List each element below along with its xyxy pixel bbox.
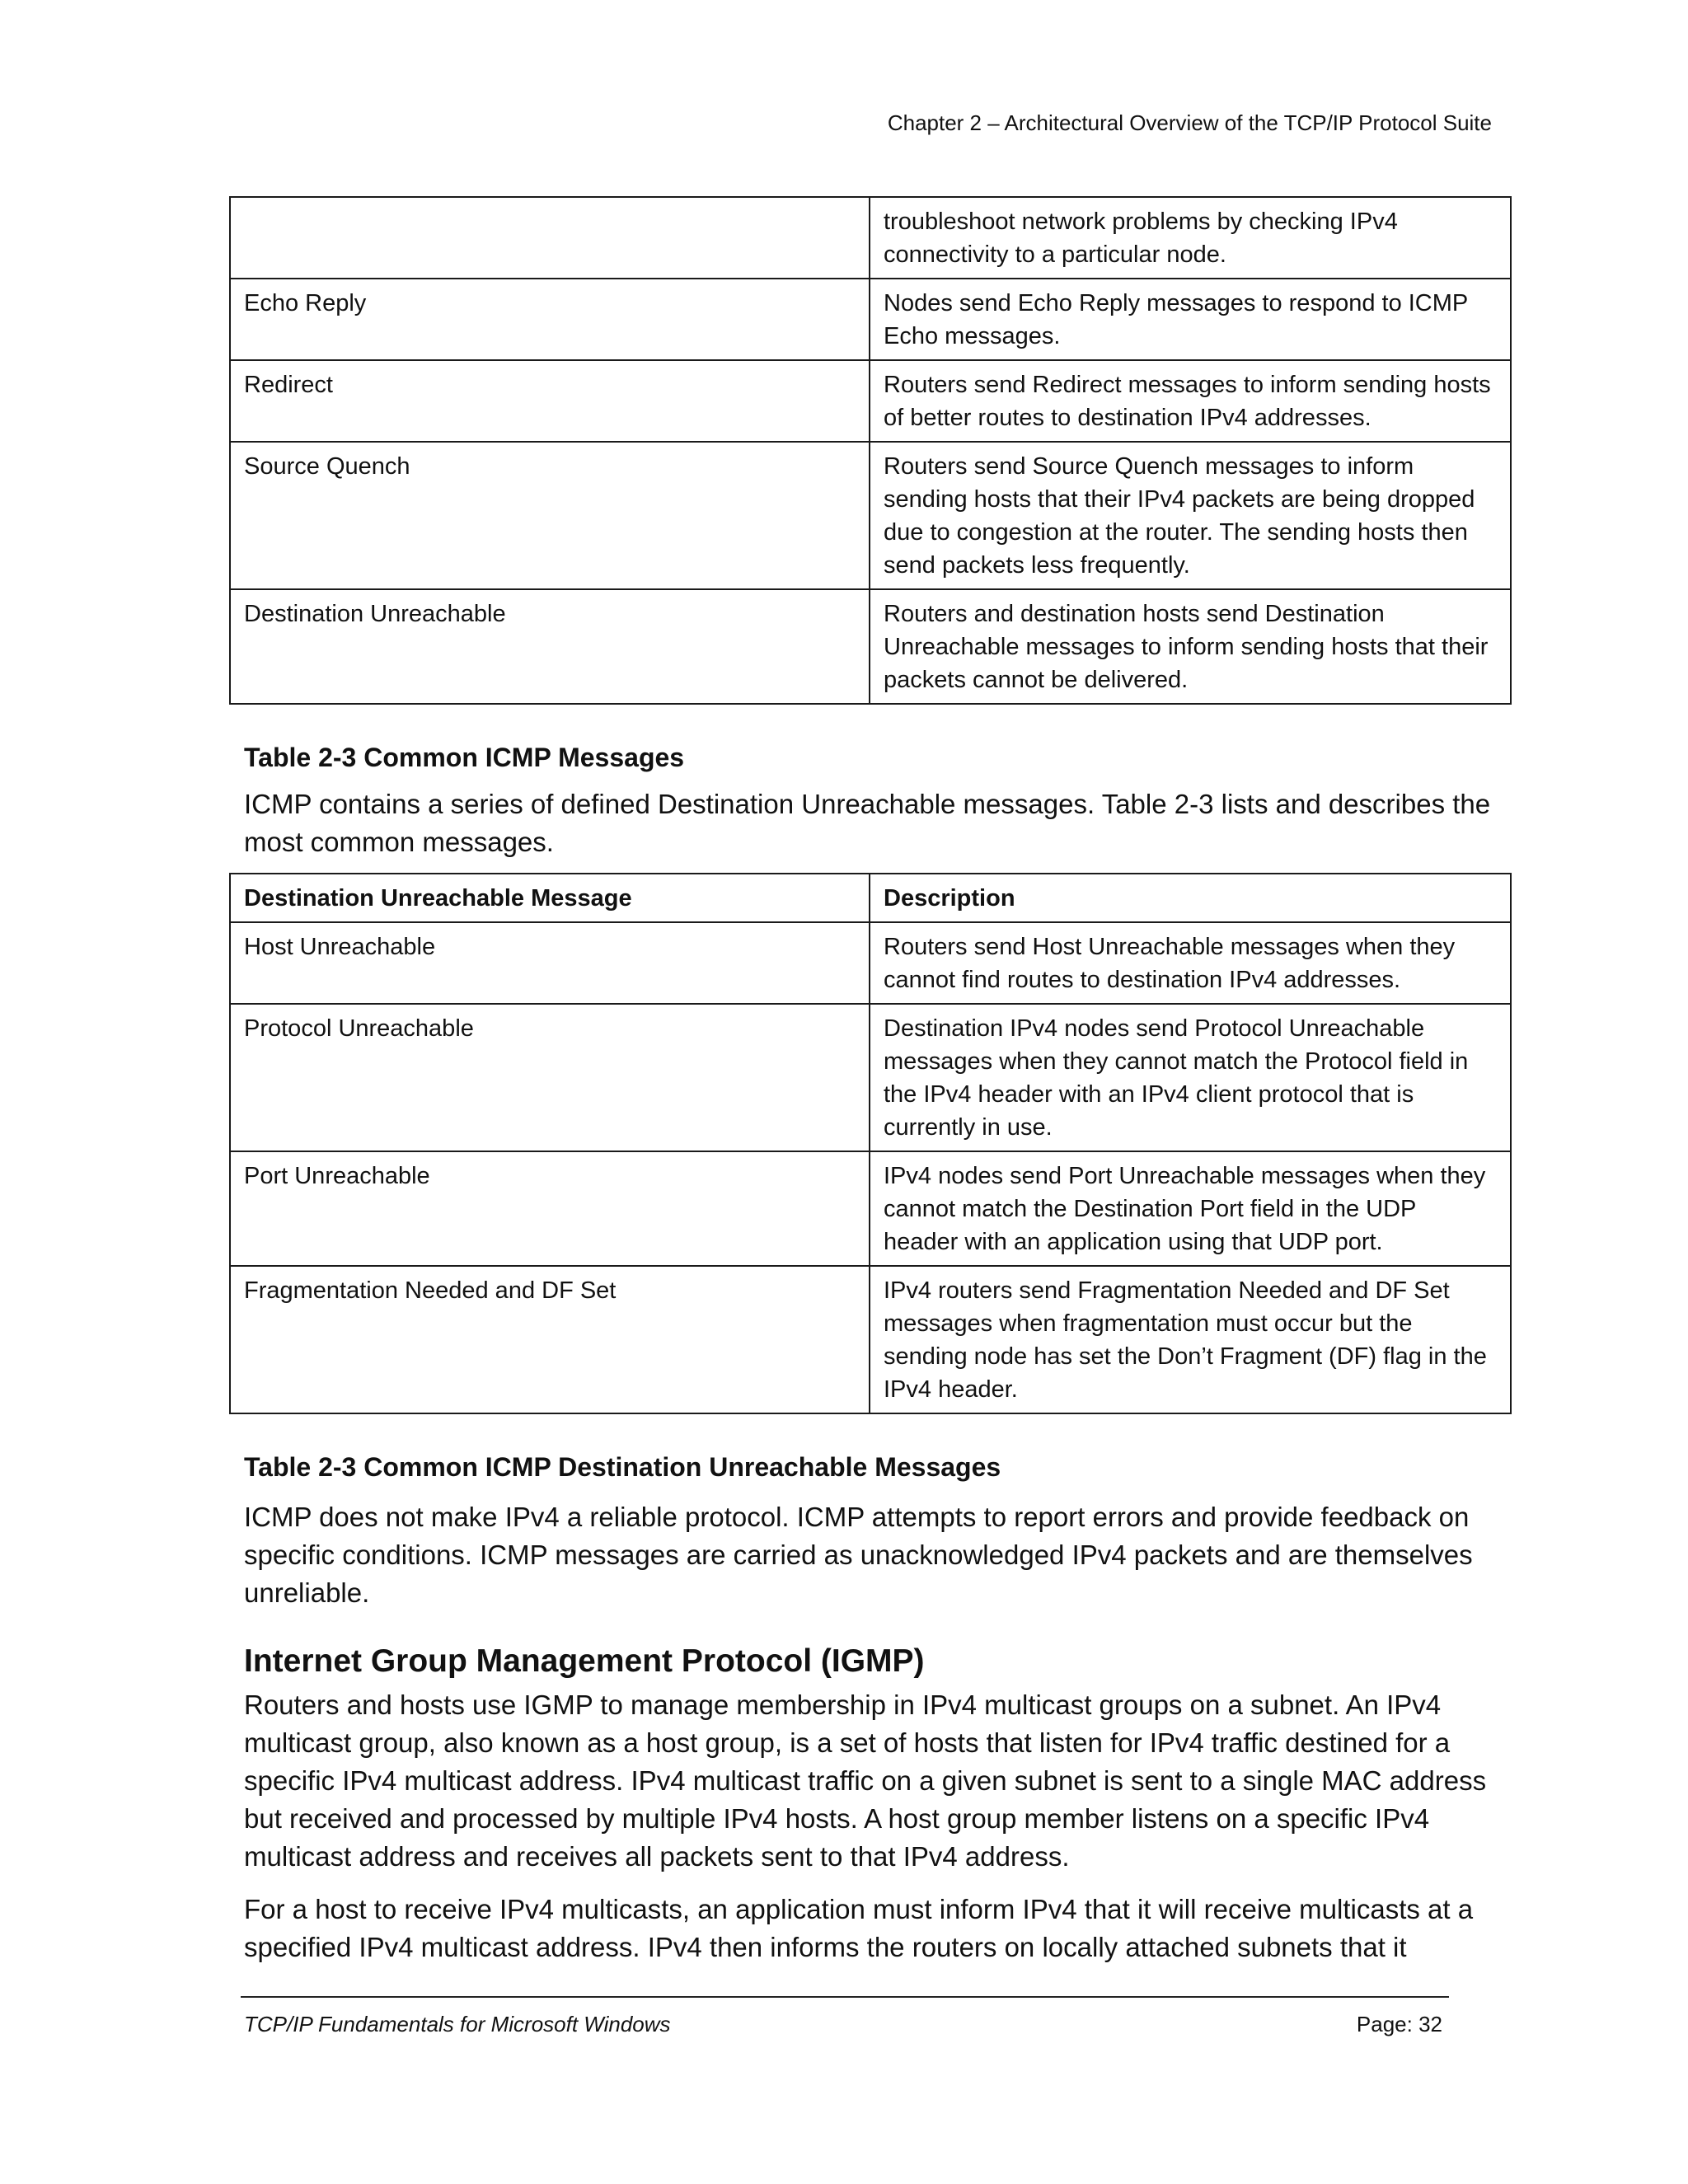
message-description-cell: Nodes send Echo Reply messages to respond to ICMP Echo messages. <box>870 279 1511 360</box>
table-row <box>230 360 1511 442</box>
table-row <box>230 1151 1511 1266</box>
message-description-cell: troubleshoot network problems by checking IPv4 connectivity to a particular node. <box>870 197 1511 279</box>
table-row <box>230 1266 1511 1413</box>
message-description-cell: Routers send Redirect messages to inform sending hosts of better routes to destination IPv4 addresses. <box>870 360 1511 442</box>
reliability-paragraph: ICMP does not make IPv4 a reliable protocol. ICMP attempts to report errors and provide feedback on specific conditions. ICMP messages are carried as unacknowledged IPv4 packets and are themselves unreliable. <box>244 1502 1473 1608</box>
message-description-cell: Destination IPv4 nodes send Protocol Unreachable messages when they cannot match the Protocol field in the IPv4 header with an IPv4 client protocol that is currently in use. <box>870 1004 1511 1151</box>
table-row <box>230 1004 1511 1151</box>
message-name-cell: Host Unreachable <box>230 922 870 1004</box>
table-row <box>230 197 1511 279</box>
message-name-cell: Port Unreachable <box>230 1151 870 1266</box>
message-description-cell: Routers send Host Unreachable messages when they cannot find routes to destination IPv4 addresses. <box>870 922 1511 1004</box>
message-description-cell: IPv4 nodes send Port Unreachable messages when they cannot match the Destination Port field in the UDP header with an application using that UDP port. <box>870 1151 1511 1266</box>
igmp-paragraph: For a host to receive IPv4 multicasts, an application must inform IPv4 that it will receive multicasts at a specified IPv4 multicast address. IPv4 then informs the routers on locally attached subnets that it <box>244 1894 1474 1962</box>
message-name-cell: Source Quench <box>230 442 870 589</box>
intro-paragraph: ICMP contains a series of defined Destination Unreachable messages. Table 2-3 lists and describes the most common messages. <box>244 789 1491 857</box>
footer-page-number: Page: 32 <box>1356 2012 1442 2036</box>
table-row <box>230 279 1511 360</box>
column-header-description: Description <box>870 874 1511 922</box>
page-content <box>229 196 1510 1966</box>
igmp-paragraph: Routers and hosts use IGMP to manage membership in IPv4 multicast groups on a subnet. An IPv4 multicast group, also known as a host group, is a set of hosts that listen for IPv4 traffic destined for a specific IPv4 multicast address. IPv4 multicast traffic on a given subnet is sent to a single MAC address but received and processed by multiple IPv4 hosts. A host group member listens on a specific IPv4 multicast address and receives all packets sent to that IPv4 address. <box>244 1690 1487 1872</box>
message-name-cell: Protocol Unreachable <box>230 1004 870 1151</box>
table-caption: Table 2-3 Common ICMP Messages <box>244 743 685 772</box>
message-description-cell: IPv4 routers send Fragmentation Needed and DF Set messages when fragmentation must occur but the sending node has set the Don’t Fragment (DF) flag in the IPv4 header. <box>870 1266 1511 1413</box>
table-caption: Table 2-3 Common ICMP Destination Unreachable Messages <box>244 1452 1001 1482</box>
message-name-cell: Redirect <box>230 360 870 442</box>
footer-divider <box>241 1996 1449 1998</box>
igmp-section-heading: Internet Group Management Protocol (IGMP) <box>244 1643 925 1679</box>
column-header-message: Destination Unreachable Message <box>230 874 870 922</box>
destination-unreachable-table <box>229 873 1512 1414</box>
message-description-cell: Routers send Source Quench messages to inform sending hosts that their IPv4 packets are being dropped due to congestion at the router. The sending hosts then send packets less frequently. <box>870 442 1511 589</box>
message-name-cell: Fragmentation Needed and DF Set <box>230 1266 870 1413</box>
message-name-cell: Echo Reply <box>230 279 870 360</box>
icmp-messages-table <box>229 196 1512 705</box>
message-name-cell: Destination Unreachable <box>230 589 870 704</box>
table-header-row <box>230 874 1511 922</box>
table-row <box>230 589 1511 704</box>
running-header: Chapter 2 – Architectural Overview of the TCP/IP Protocol Suite <box>887 110 1492 135</box>
message-description-cell: Routers and destination hosts send Destination Unreachable messages to inform sending hosts that their packets cannot be delivered. <box>870 589 1511 704</box>
table-row <box>230 442 1511 589</box>
table-row <box>230 922 1511 1004</box>
footer-book-title: TCP/IP Fundamentals for Microsoft Windows <box>244 2012 671 2036</box>
message-name-cell <box>230 197 870 279</box>
